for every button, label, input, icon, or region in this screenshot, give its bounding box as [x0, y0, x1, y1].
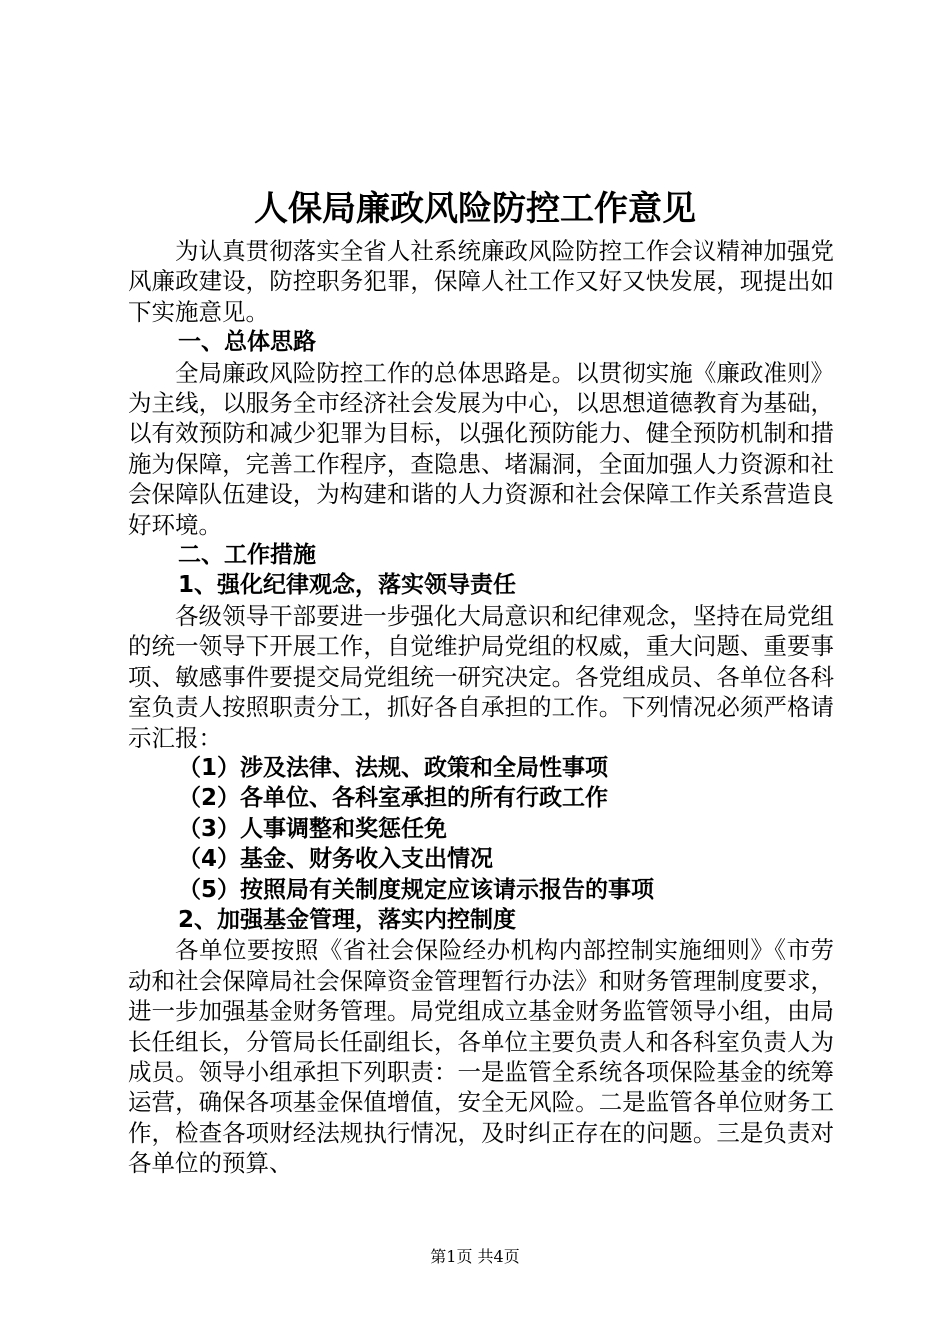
list-item: （3）人事调整和奖惩任免	[178, 815, 448, 842]
sub1-heading: 1、强化纪律观念，落实领导责任	[178, 572, 517, 599]
page-number-footer: 第1页 共4页	[430, 1247, 520, 1266]
sub2-heading: 2、加强基金管理，落实内控制度	[178, 906, 517, 933]
intro-paragraph: 为认真贯彻落实全省人社系统廉政风险防控工作会议精神加强党风廉政建设，防控职务犯罪，保障人社工作又好又快发展，现提出如下实施意见。	[128, 237, 834, 326]
section1-heading: 一、总体思路	[178, 329, 316, 356]
list-item: （2）各单位、各科室承担的所有行政工作	[178, 785, 609, 812]
document-title: 人保局廉政风险防控工作意见	[254, 189, 696, 229]
section2-heading: 二、工作措施	[178, 542, 316, 569]
list-item: （5）按照局有关制度规定应该请示报告的事项	[178, 876, 655, 903]
section1-paragraph: 全局廉政风险防控工作的总体思路是。以贯彻实施《廉政准则》为主线，以服务全市经济社会发展为中心，以思想道德教育为基础，以有效预防和减少犯罪为目标，以强化预防能力、健全预防机制和措施为保障，完善工作程序，查隐患、堵漏洞，全面加强人力资源和社会保障队伍建设，为构建和谐的人力资源和社会保障工作关系营造良好环境。	[128, 358, 834, 539]
list-item: （1）涉及法律、法规、政策和全局性事项	[178, 754, 609, 781]
sub2-paragraph: 各单位要按照《省社会保险经办机构内部控制实施细则》《市劳动和社会保障局社会保障资金管理暂行办法》和财务管理制度要求，进一步加强基金财务管理。局党组成立基金财务监管领导小组，由局长任组长，分管局长任副组长，各单位主要负责人和各科室负责人为成员。领导小组承担下列职责：一是监管全系统各项保险基金的统筹运营，确保各项基金保值增值，安全无风险。二是监管各单位财务工作，检查各项财经法规执行情况，及时纠正存在的问题。三是负责对各单位的预算、	[128, 936, 834, 1178]
sub1-paragraph: 各级领导干部要进一步强化大局意识和纪律观念，坚持在局党组的统一领导下开展工作，自觉维护局党组的权威，重大问题、重要事项、敏感事件要提交局党组统一研究决定。各党组成员、各单位各科室负责人按照职责分工，抓好各自承担的工作。下列情况必须严格请示汇报：	[128, 601, 834, 752]
document-body	[128, 236, 834, 1179]
list-item: （4）基金、财务收入支出情况	[178, 846, 494, 873]
